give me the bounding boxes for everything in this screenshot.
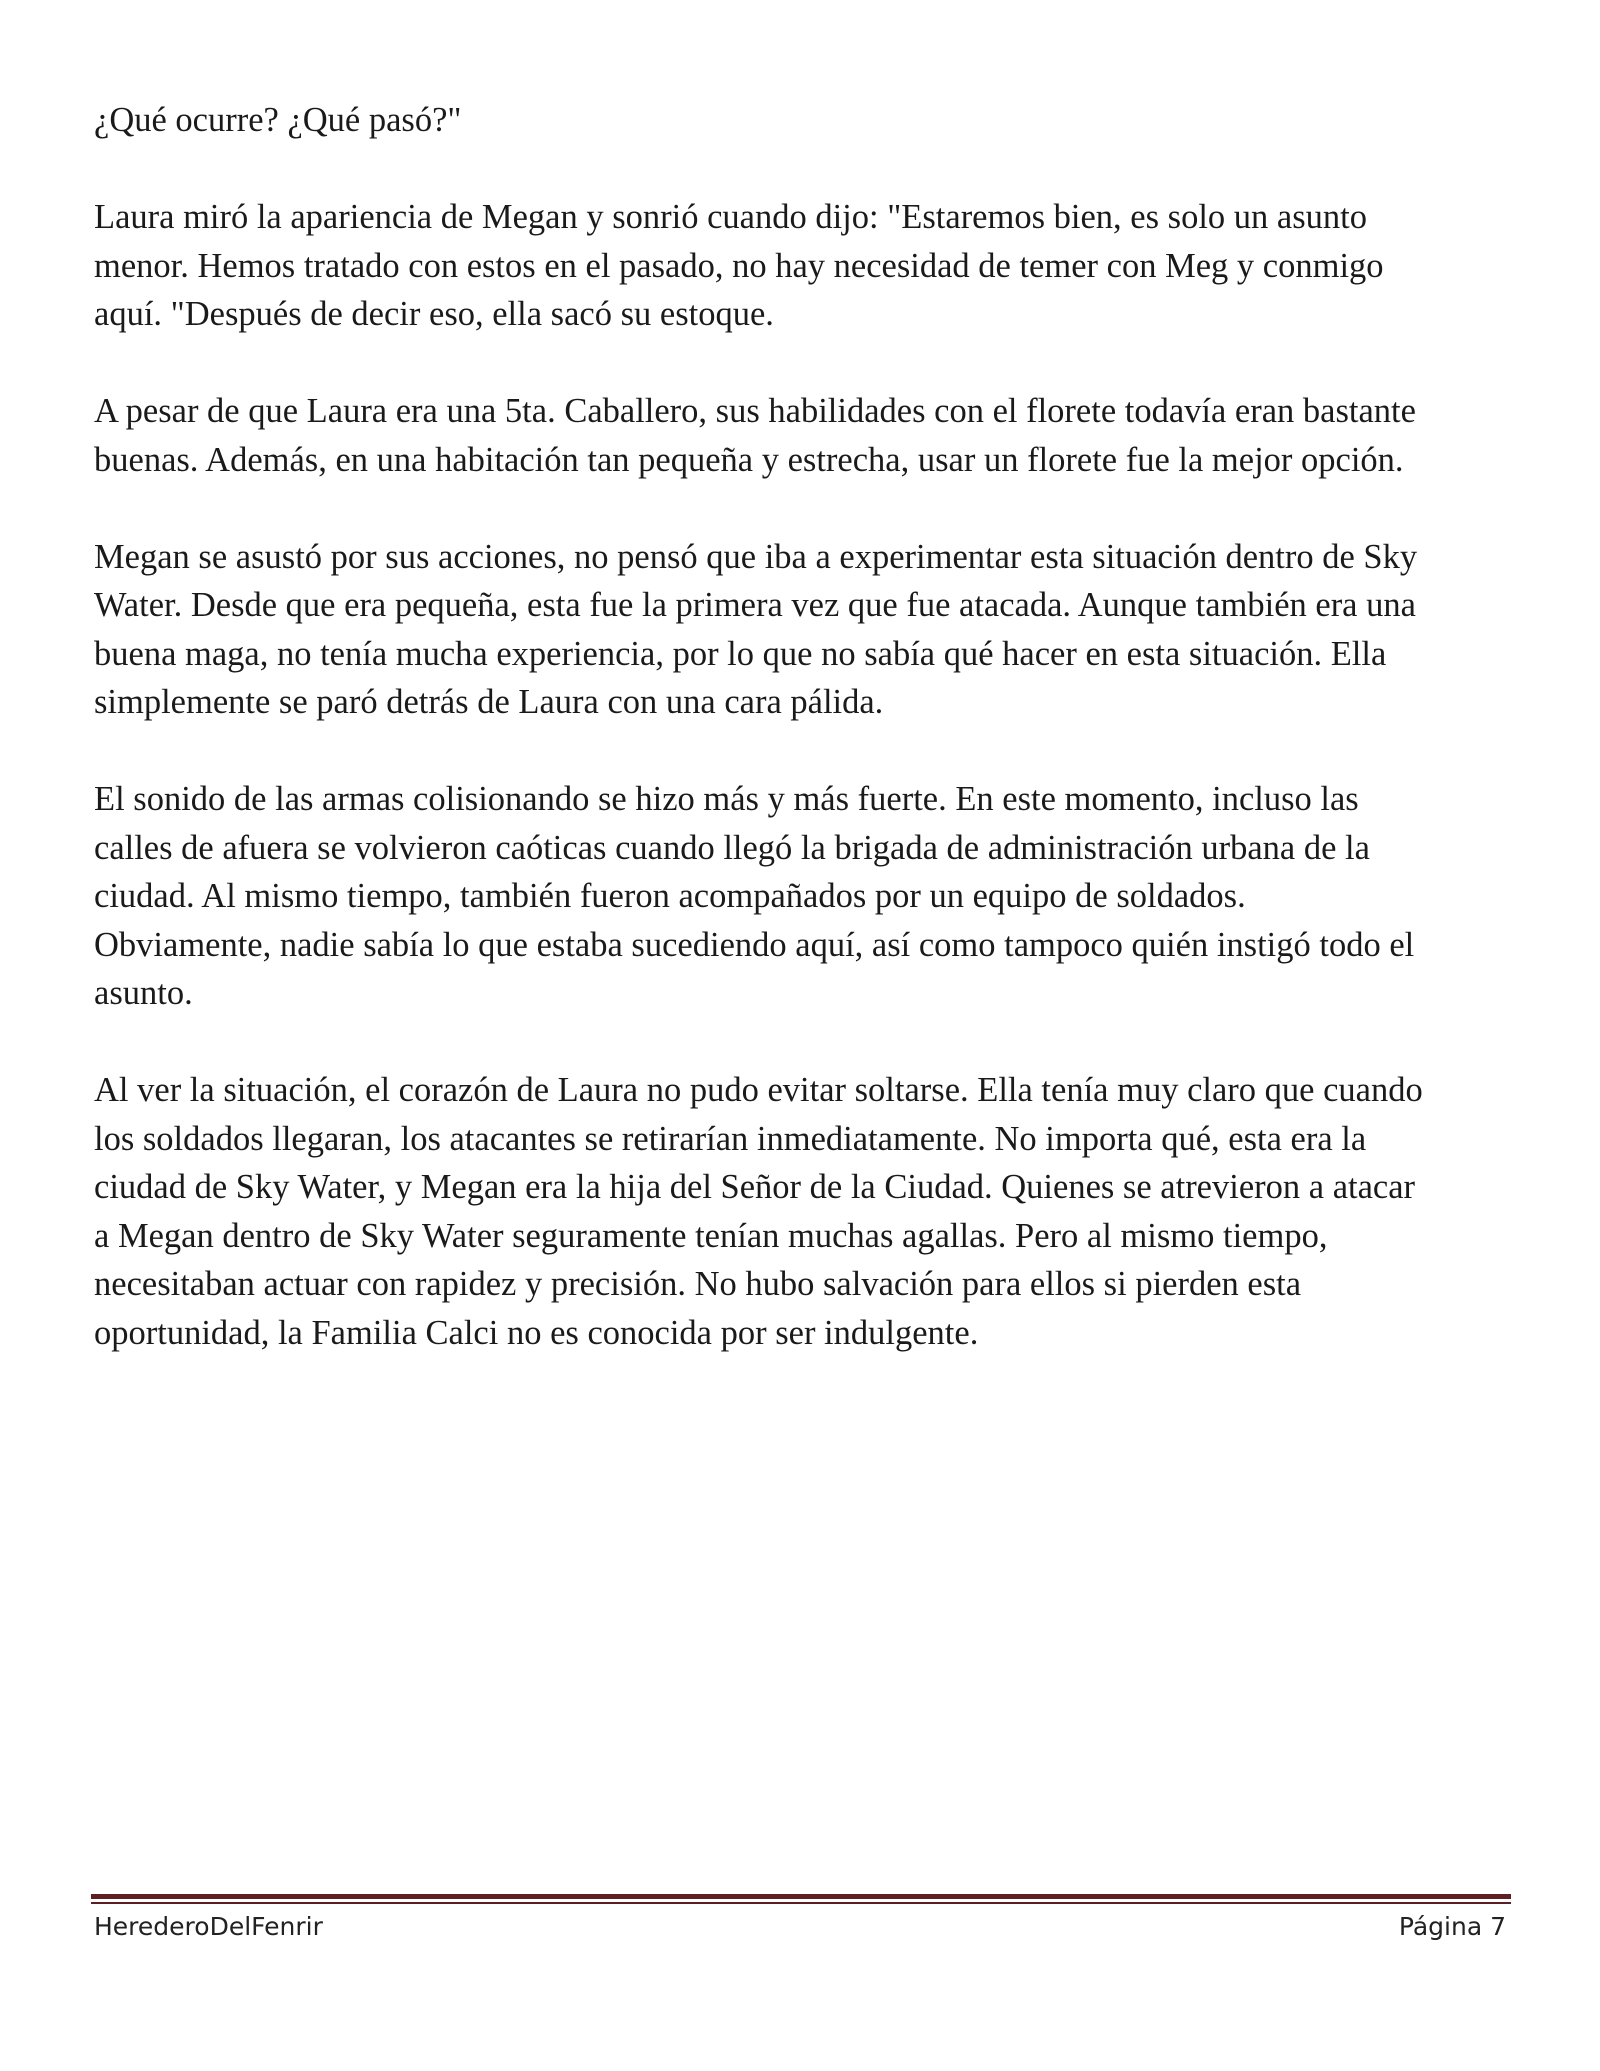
paragraph: ¿Qué ocurre? ¿Qué pasó?" xyxy=(94,101,462,139)
paragraph: Laura miró la apariencia de Megan y sonrió cuando dijo: "Estaremos bien, es solo un asunto menor. Hemos tratado con estos en el pasado, no hay necesidad de temer con Meg y conmigo aquí. "Después de decir eso, ella sacó su estoque. xyxy=(94,198,1384,333)
paragraph: El sonido de las armas colisionando se hizo más y más fuerte. En este momento, incluso las calles de afuera se volvieron caóticas cuando llegó la brigada de administración urbana de la ciudad. Al mismo tiempo, también fueron acompañados por un equipo de soldados. Obviamente, nadie sabía lo que estaba sucediendo aquí, así como tampoco quién instigó todo el asunto. xyxy=(94,780,1415,1012)
body-text xyxy=(94,96,1514,1357)
footer-page-number: Página 7 xyxy=(1398,1912,1506,1941)
footer-author: HerederoDelFenrir xyxy=(94,1912,323,1941)
footer-rule-thin xyxy=(91,1902,1511,1904)
footer-rule-thick xyxy=(91,1894,1511,1899)
paragraph: Megan se asustó por sus acciones, no pensó que iba a experimentar esta situación dentro de Sky Water. Desde que era pequeña, esta fue la primera vez que fue atacada. Aunque también era una buena maga, no tenía mucha experiencia, por lo que no sabía qué hacer en esta situación. Ella simplemente se paró detrás de Laura con una cara pálida. xyxy=(94,537,1418,721)
paragraph: Al ver la situación, el corazón de Laura no pudo evitar soltarse. Ella tenía muy claro que cuando los soldados llegaran, los atacantes se retirarían inmediatamente. No importa qué, esta era la ciudad de Sky Water, y Megan era la hija del Señor de la Ciudad. Quienes se atrevieron a atacar a Megan dentro de Sky Water seguramente tenían muchas agallas. Pero al mismo tiempo, necesitaban actuar con rapidez y precisión. No hubo salvación para ellos si pierden esta oportunidad, la Familia Calci no es conocida por ser indulgente. xyxy=(94,1071,1423,1352)
paragraph: A pesar de que Laura era una 5ta. Caballero, sus habilidades con el florete todavía eran bastante buenas. Además, en una habitación tan pequeña y estrecha, usar un florete fue la mejor opción. xyxy=(94,392,1416,479)
